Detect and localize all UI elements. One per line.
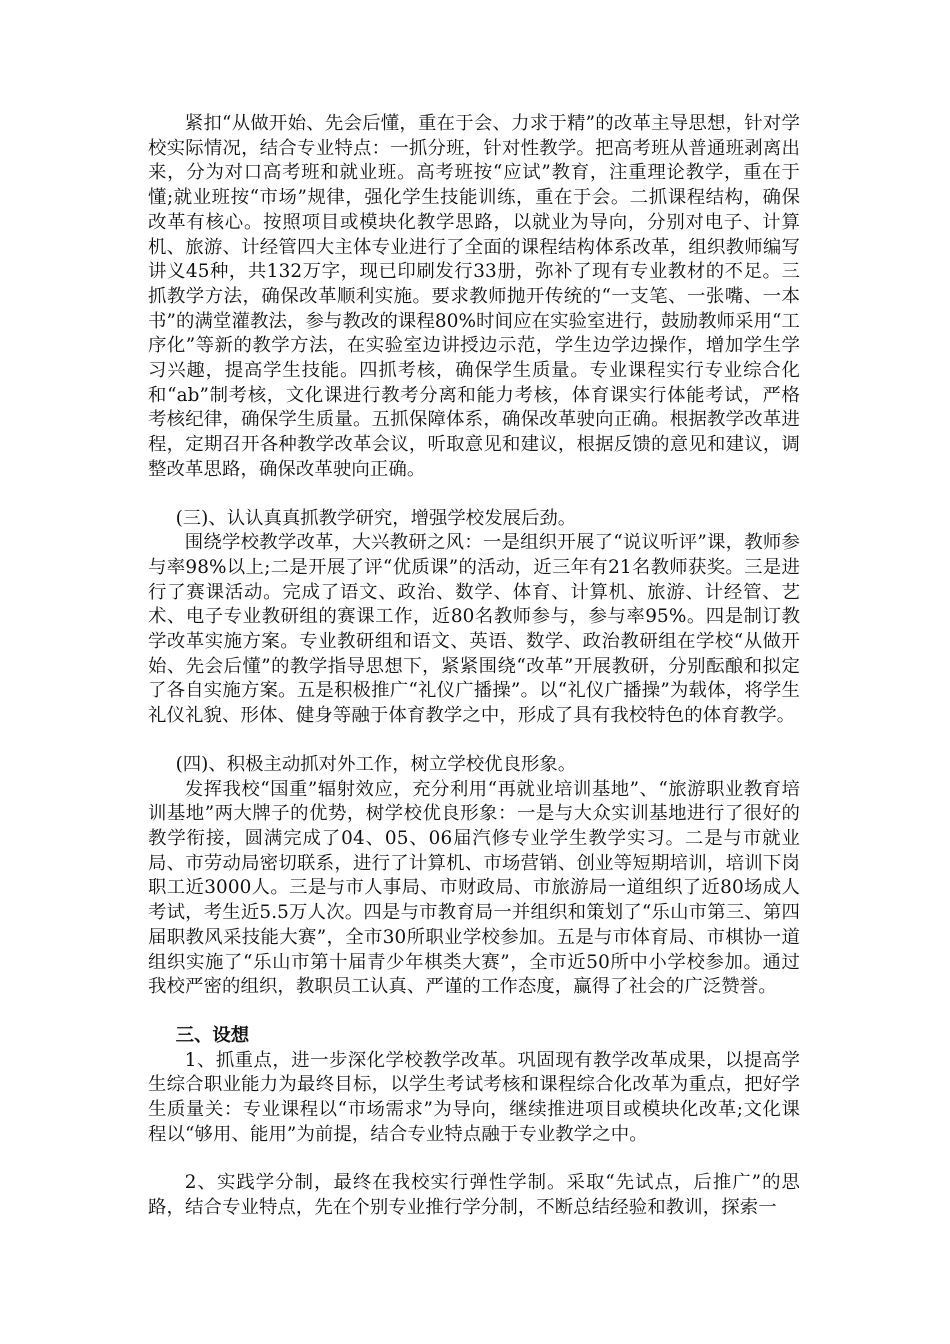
subheading-teaching-research: (三)、认认真真抓教学研究，增强学校发展后劲。 [175, 507, 577, 529]
paragraph-plan-2: 2、实践学分制，最终在我校实行弹性学制。采取“先试点，后推广”的思路，结合专业特点，先在个别专业推行学分制，不断总结经验和教训，探索一 [148, 1172, 800, 1219]
section-heading-plans: 三、设想 [175, 1024, 250, 1046]
paragraph-plan-1: 1、抓重点，进一步深化学校教学改革。巩固现有教学改革成果，以提高学生综合职业能力为最终目标，以学生考试考核和课程综合化改革为重点，把好学生质量关：专业课程以“市场需求”为导向，继续推进项目或模块化改革;文化课程以“够用、能用”为前提，结合专业特点融于专业教学之中。 [148, 1049, 800, 1145]
subheading-external-work: (四)、积极主动抓对外工作，树立学校优良形象。 [175, 753, 577, 775]
paragraph-teaching-reform: 紧扣“从做开始、先会后懂，重在于会、力求于精”的改革主导思想，针对学校实际情况，结合专业特点：一抓分班，针对性教学。把高考班从普通班剥离出来，分为对口高考班和就业班。高考班按“应试”教育，注重理论教学，重在于懂;就业班按“市场”规律，强化学生技能训练，重在于会。二抓课程结构，确保改革有核心。按照项目或模块化教学思路，以就业为导向，分别对电子、计算机、旅游、计经管四大主体专业进行了全面的课程结构体系改革，组织教师编写讲义45种，共132万字，现已印刷发行33册，弥补了现有专业教材的不足。三抓教学方法，确保改革顺利实施。要求教师抛开传统的“一支笔、一张嘴、一本书”的满堂灌教法，参与教改的课程80%时间应在实验室进行，鼓励教师采用“工序化”等新的教学方法，在实验室边讲授边示范，学生边学边操作，增加学生学习兴趣，提高学生技能。四抓考核，确保学生质量。专业课程实行专业综合化和“ab”制考核，文化课进行教考分离和能力考核，体育课实行体能考试，严格考核纪律，确保学生质量。五抓保障体系，确保改革驶向正确。根据教学改革进程，定期召开各种教学改革会议，听取意见和建议，根据反馈的意见和建议，调整改革思路，确保改革驶向正确。 [148, 113, 800, 480]
document-page [148, 112, 800, 1221]
paragraph-teaching-research: 围绕学校教学改革，大兴教研之风：一是组织开展了“说议听评”课，教师参与率98%以上;二是开展了评“优质课”的活动，近三年有21名教师获奖。三是进行了赛课活动。完成了语文、政治、数学、体育、计算机、旅游、计经管、艺术、电子专业教研组的赛课工作，近80名教师参与，参与率95%。四是制订教学改革实施方案。专业教研组和语文、英语、数学、政治教研组在学校“从做开始、先会后懂”的教学指导思想下，紧紧围绕“改革”开展教研，分别酝酿和拟定了各自实施方案。五是积极推广“礼仪广播操”。以“礼仪广播操”为载体，将学生礼仪礼貌、形体、健身等融于体育教学之中，形成了具有我校特色的体育教学。 [148, 532, 800, 727]
paragraph-external-work: 发挥我校“国重”辐射效应，充分利用“再就业培训基地”、“旅游职业教育培训基地”两大牌子的优势，树学校优良形象：一是与大众实训基地进行了很好的教学衔接，圆满完成了04、05、06届汽修专业学生教学实习。二是与市就业局、市劳动局密切联系，进行了计算机、市场营销、创业等短期培训，培训下岗职工近3000人。三是与市人事局、市财政局、市旅游局一道组织了近80场成人考试，考生近5.5万人次。四是与市教育局一并组织和策划了“乐山市第三、第四届职教风采技能大赛”，全市30所职业学校参加。五是与市体育局、市棋协一道组织实施了“乐山市第十届青少年棋类大赛”，全市近50所中小学校参加。通过我校严密的组织，教职员工认真、严谨的工作态度，赢得了社会的广泛赞誉。 [148, 778, 800, 998]
